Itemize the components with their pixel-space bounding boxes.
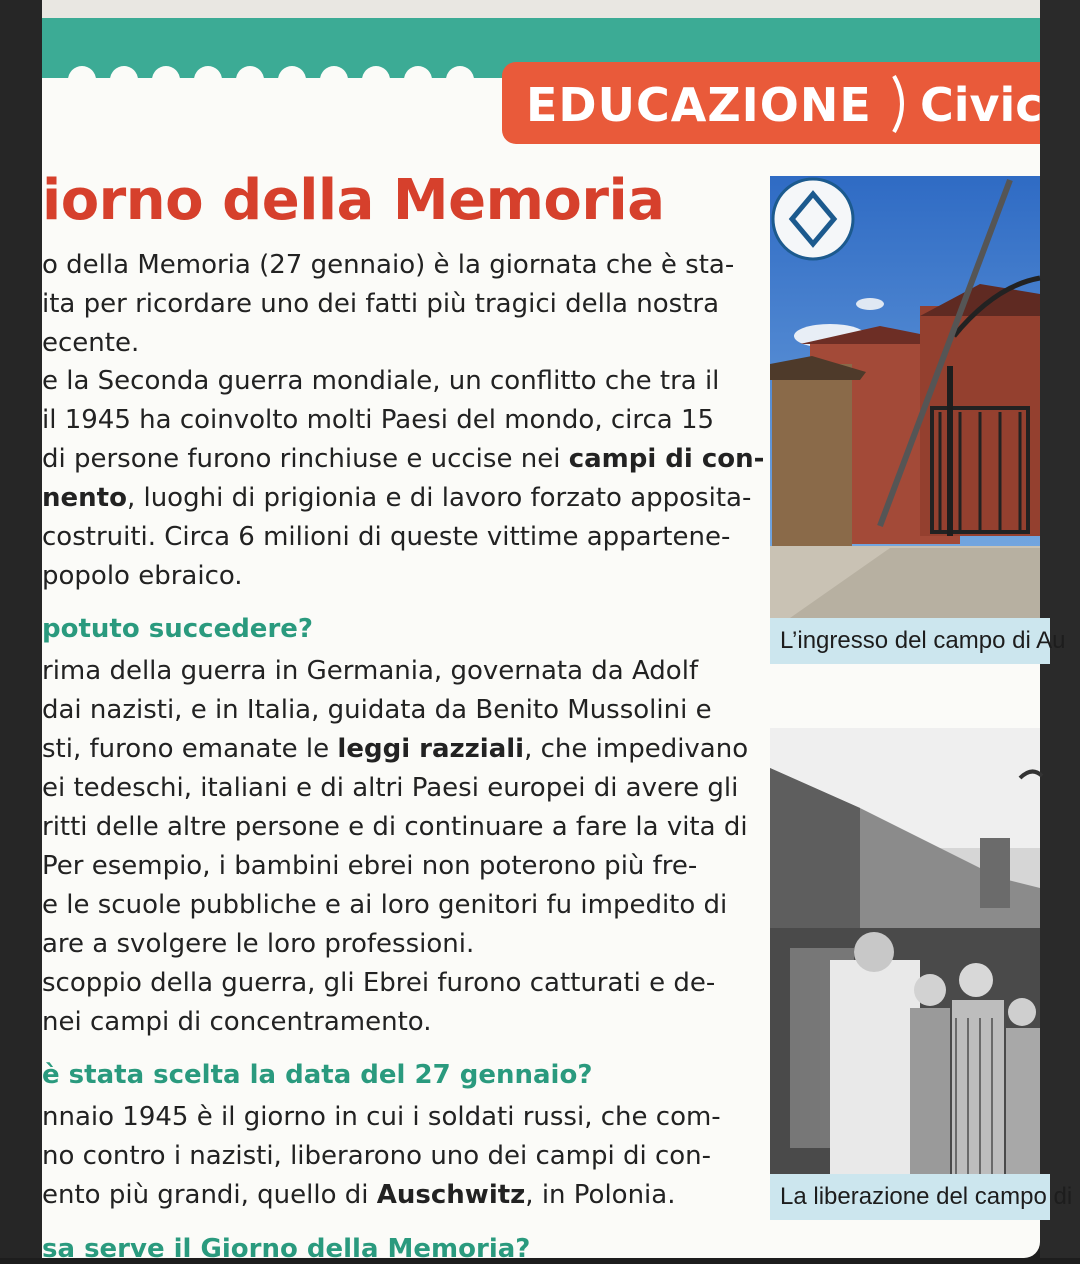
bold-term-auschwitz: Auschwitz (376, 1180, 526, 1210)
photo-camp-entrance (770, 176, 1040, 618)
bold-term-campi: campi di con- (568, 444, 765, 474)
text-line: o della Memoria (27 gennaio) è la giornata che è sta- (42, 250, 735, 280)
text-line: ita per ricordare uno dei fatti più tragici della nostra (42, 289, 720, 319)
text-line: costruiti. Circa 6 milioni di queste vittime appartene- (42, 522, 731, 552)
text-line: ento più grandi, quello di Auschwitz, in Polonia. (42, 1180, 676, 1210)
caption-entrance: L’ingresso del campo di Au (770, 618, 1050, 664)
paragraph-laws (42, 652, 749, 1042)
text-line: are a svolgere le loro professioni. (42, 929, 475, 959)
scallop-decoration-icon (42, 66, 512, 92)
text-line: nento, luoghi di prigionia e di lavoro forzato apposita- (42, 483, 752, 513)
paragraph-intro (42, 246, 735, 363)
text-line: di persone furono rinchiuse e uccise nei campi di con- (42, 444, 765, 474)
section-heading-succedere: potuto succedere? (42, 614, 313, 644)
text-line: popolo ebraico. (42, 561, 243, 591)
camp-gate-image (770, 176, 1040, 618)
photo-camp-liberation (770, 728, 1040, 1174)
banner-label-educazione: EDUCAZIONE (526, 78, 872, 132)
textbook-page (42, 0, 1073, 1264)
text-line: nnaio 1945 è il giorno in cui i soldati russi, che com- (42, 1102, 721, 1132)
text-line: dai nazisti, e in Italia, guidata da Benito Mussolini e (42, 695, 712, 725)
page-title: iorno della Memoria (42, 168, 665, 233)
banner-bracket-icon (890, 74, 918, 134)
liberation-image (770, 728, 1040, 1174)
text-line: sti, furono emanate le leggi razziali, che impedivano (42, 734, 749, 764)
text-line: il 1945 ha coinvolto molti Paesi del mondo, circa 15 (42, 405, 715, 435)
subject-banner (502, 62, 1043, 144)
text-line: rima della guerra in Germania, governata da Adolf (42, 656, 699, 686)
bold-term-leggi: leggi razziali (337, 734, 525, 764)
section-heading-data: è stata scelta la data del 27 gennaio? (42, 1060, 593, 1090)
text-line: e le scuole pubbliche e ai loro genitori fu impedito di (42, 890, 728, 920)
caption-liberation: La liberazione del campo di (770, 1174, 1050, 1220)
text-line: scoppio della guerra, gli Ebrei furono catturati e de- (42, 968, 716, 998)
text-line: ritti delle altre persone e di continuare a fare la vita di (42, 812, 748, 842)
paragraph-war (42, 362, 765, 596)
page-top-strip (42, 0, 1040, 18)
section-heading-serve: sa serve il Giorno della Memoria? (42, 1234, 531, 1264)
text-line: no contro i nazisti, liberarono uno dei campi di con- (42, 1141, 712, 1171)
text-line: nei campi di concentramento. (42, 1007, 432, 1037)
banner-label-civica: Civic (920, 78, 1043, 132)
text-line: ecente. (42, 328, 140, 358)
bold-term-nento: nento (42, 483, 127, 513)
text-line: e la Seconda guerra mondiale, un conflitto che tra il (42, 366, 720, 396)
text-line: ei tedeschi, italiani e di altri Paesi europei di avere gli (42, 773, 739, 803)
paragraph-auschwitz (42, 1098, 721, 1215)
text-line: Per esempio, i bambini ebrei non poterono più fre- (42, 851, 698, 881)
left-background (0, 0, 42, 1258)
